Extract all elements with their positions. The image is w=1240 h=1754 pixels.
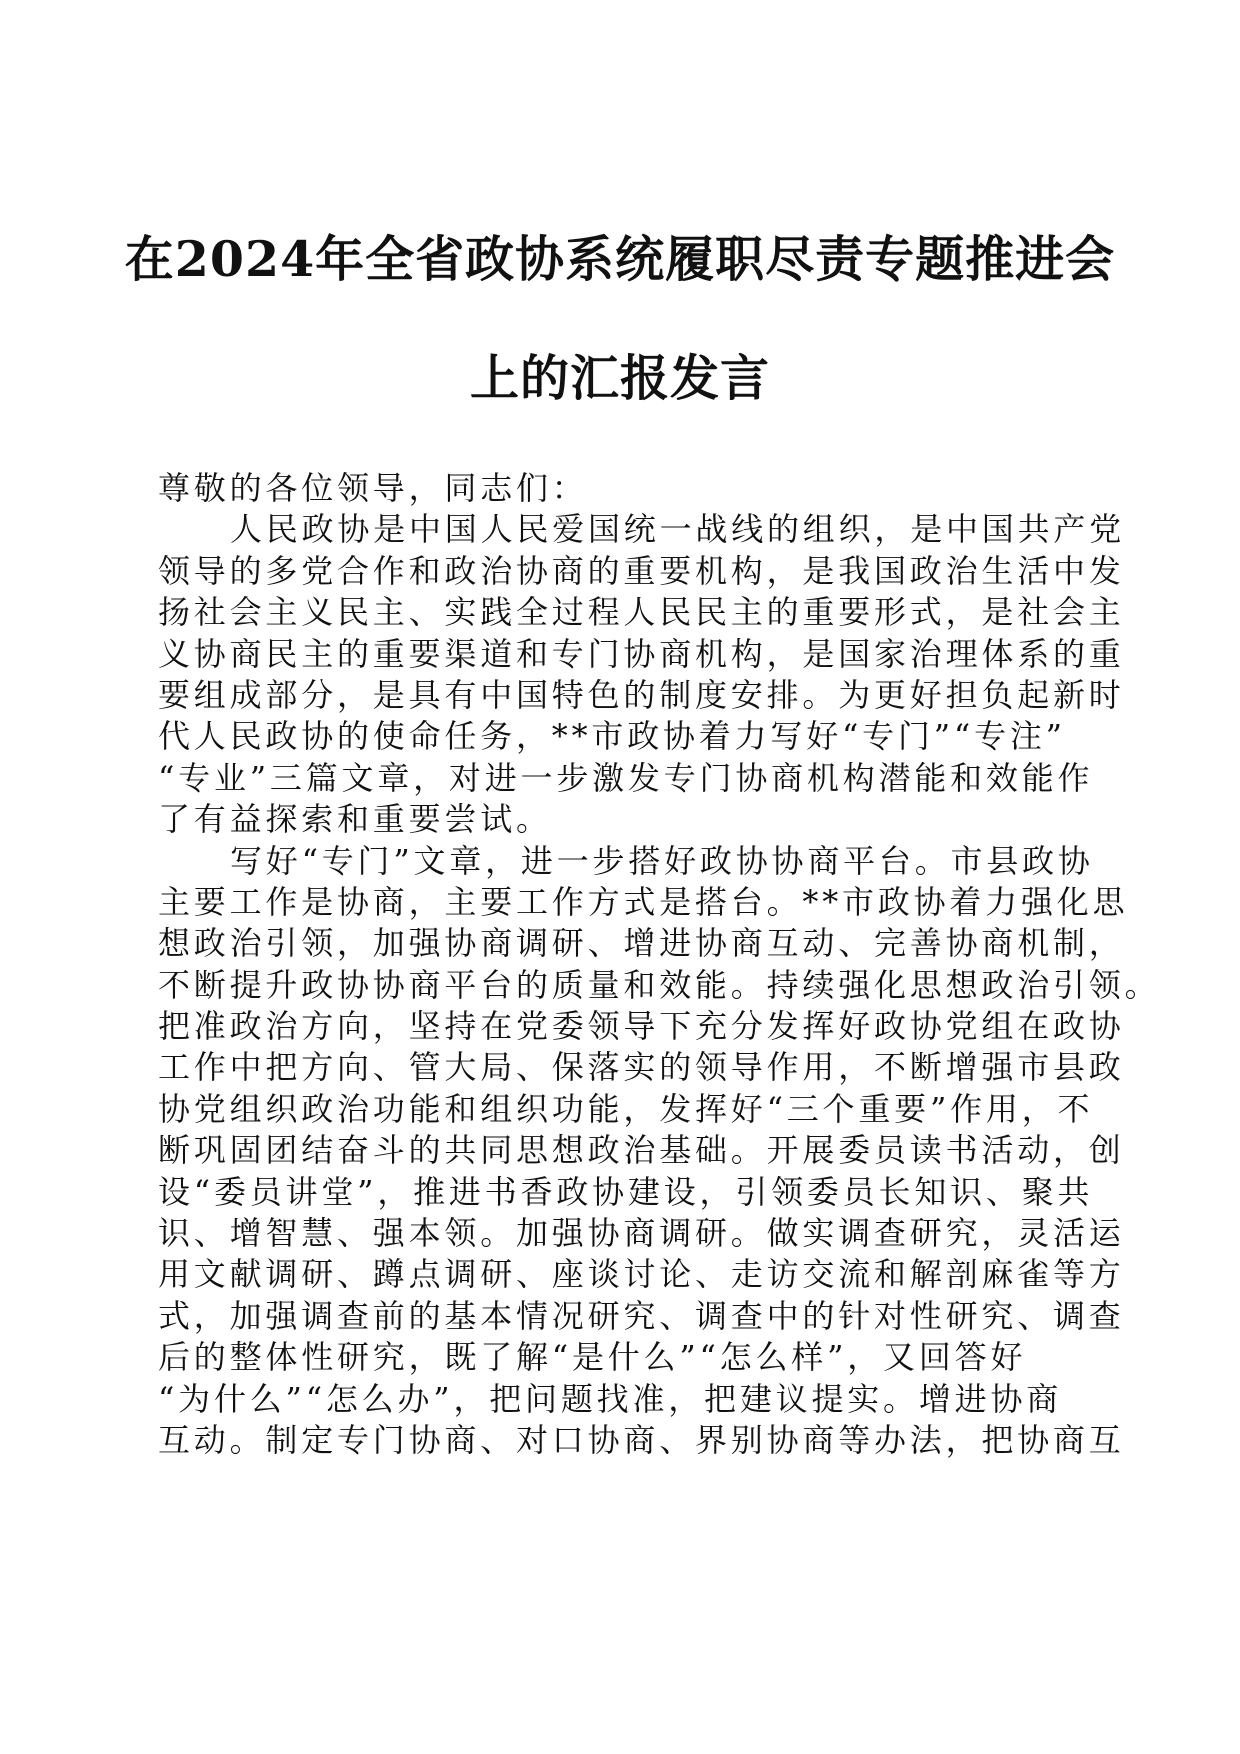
paragraph-line: 人民政协是中国人民爱国统一战线的组织，是中国共产党: [230, 510, 1126, 549]
paragraph-line: 想政治引领，加强协商调研、增进协商互动、完善协商机制，: [158, 924, 1125, 963]
paragraph-line: 断巩固团结奋斗的共同思想政治基础。开展委员读书活动，创: [158, 1131, 1125, 1170]
paragraph-line: 义协商民主的重要渠道和专门协商机构，是国家治理体系的重: [158, 634, 1125, 673]
paragraph-line: 设“委员讲堂”，推进书香政协建设，引领委员长知识、聚共: [158, 1172, 1094, 1211]
document-body: [158, 468, 1161, 1461]
paragraph-line: “为什么”“怎么办”，把问题找准，把建议提实。增进协商: [158, 1379, 1063, 1418]
paragraph-line: 式，加强调查前的基本情况研究、调查中的针对性研究、调查: [158, 1296, 1125, 1335]
paragraph-2: [158, 841, 1161, 1462]
paragraph-line: 互动。制定专门协商、对口协商、界别协商等办法，把协商互: [158, 1420, 1125, 1459]
paragraph-1: [158, 509, 1126, 840]
paragraph-line: 主要工作是协商，主要工作方式是搭台。**市政协着力强化思: [158, 882, 1129, 921]
paragraph-line: 工作中把方向、管大局、保落实的领导作用，不断增强市县政: [158, 1048, 1125, 1087]
title-line-2: 上的汇报发言: [469, 349, 770, 407]
paragraph-line: 扬社会主义民主、实践全过程人民民主的重要形式，是社会主: [158, 593, 1125, 632]
paragraph-line: 了有益探索和重要尝试。: [158, 800, 552, 839]
paragraph-line: 用文献调研、蹲点调研、座谈讨论、走访交流和解剖麻雀等方: [158, 1255, 1125, 1294]
salutation: 尊敬的各位领导，同志们：: [158, 469, 588, 507]
title-line-1: 在2024年全省政协系统履职尽责专题推进会: [124, 230, 1116, 288]
paragraph-line: 领导的多党合作和政治协商的重要机构，是我国政治生活中发: [158, 551, 1125, 590]
paragraph-line: 代人民政协的使命任务，**市政协着力写好“专门”“专注”: [158, 717, 1066, 756]
paragraph-line: 要组成部分，是具有中国特色的制度安排。为更好担负起新时: [158, 675, 1125, 714]
paragraph-line: 写好“专门”文章，进一步搭好政协协商平台。市县政协: [230, 841, 1094, 880]
paragraph-line: 把准政治方向，坚持在党委领导下充分发挥好政协党组在政协: [158, 1007, 1125, 1046]
paragraph-line: 协党组织政治功能和组织功能，发挥好“三个重要”作用，不: [158, 1089, 1094, 1128]
paragraph-line: “专业”三篇文章，对进一步激发专门协商机构潜能和效能作: [158, 758, 1094, 797]
paragraph-line: 识、增智慧、强本领。加强协商调研。做实调查研究，灵活运: [158, 1214, 1125, 1253]
paragraph-line: 后的整体性研究，既了解“是什么”“怎么样”，又回答好: [158, 1338, 1027, 1377]
paragraph-line: 不断提升政协协商平台的质量和效能。持续强化思想政治引领。: [158, 965, 1161, 1004]
